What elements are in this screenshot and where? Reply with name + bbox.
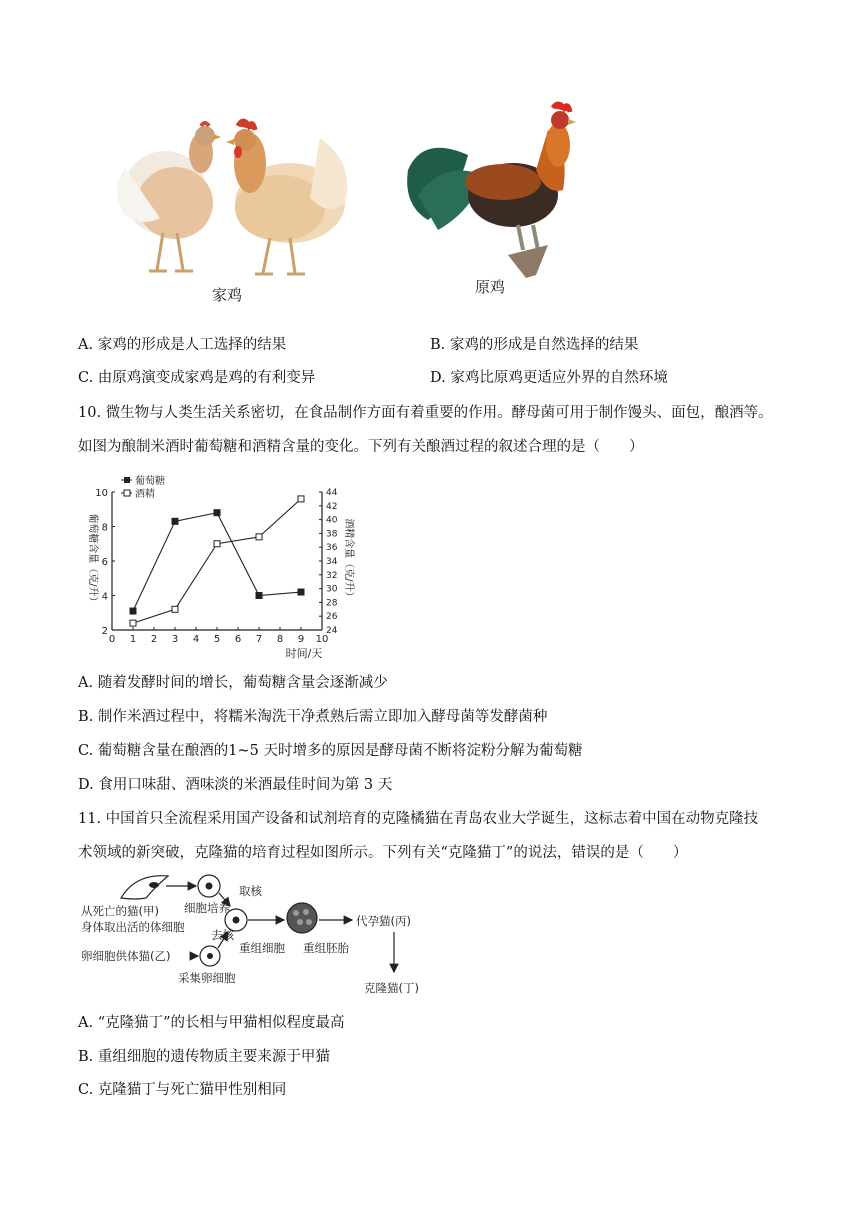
label-recombinant-embryo: 重组胚胎 — [303, 941, 349, 955]
option-text: 克隆猫丁与死亡猫甲性别相同 — [97, 1082, 287, 1098]
option-letter: A. — [78, 675, 94, 691]
cloning-diagram — [76, 868, 436, 1000]
y-right-tick-label: 34 — [326, 557, 338, 567]
label-egg-donor: 卵细胞供体猫(乙) — [81, 949, 171, 963]
data-point-1 — [130, 620, 136, 626]
x-tick-label: 1 — [129, 634, 137, 645]
label-cell-culture: 细胞培养 — [184, 901, 230, 915]
somatic-nucleus — [149, 882, 159, 888]
y-right-axis-label: 酒精含量（克/升） — [343, 518, 354, 602]
cloning-diagram-svg — [76, 868, 436, 1000]
y-left-tick-label: 6 — [101, 557, 108, 568]
option-text: “克隆猫丁”的长相与甲猫相似程度最高 — [97, 1015, 345, 1031]
y-right-tick-label: 28 — [326, 598, 338, 609]
label-surrogate-cat: 代孕猫(丙) — [356, 914, 411, 928]
label-donor-cat-line1: 从死亡的猫(甲) — [81, 904, 159, 918]
option-text: 葡萄糖含量在酿酒的1~5 天时增多的原因是酵母菌不断将淀粉分解为葡萄糖 — [97, 743, 583, 759]
q11-option-a[interactable] — [78, 1013, 345, 1033]
x-tick-label: 10 — [315, 634, 329, 645]
data-point-1 — [298, 496, 304, 502]
y-left-tick-label: 4 — [101, 591, 108, 603]
recombinant-cell-nucleus — [233, 917, 240, 924]
x-tick-label: 5 — [213, 634, 221, 645]
x-tick-label: 8 — [276, 634, 284, 645]
option-letter: B. — [430, 337, 446, 353]
x-tick-label: 9 — [297, 634, 305, 645]
embryo-icon — [287, 903, 317, 933]
y-right-tick-label: 42 — [326, 501, 338, 512]
legend-label-alcohol: 酒精 — [135, 489, 155, 500]
series-line-0 — [133, 513, 301, 611]
option-letter: B. — [78, 1049, 94, 1065]
data-point-0 — [214, 510, 220, 516]
x-tick-label: 6 — [234, 634, 242, 645]
cultured-cell-nucleus — [206, 883, 213, 890]
legend-marker-alcohol — [124, 490, 130, 496]
data-point-0 — [256, 593, 262, 599]
x-tick-label: 0 — [108, 634, 116, 645]
q9-option-d[interactable] — [430, 368, 668, 388]
option-letter: B. — [78, 709, 94, 725]
option-text: 制作米酒过程中，将糯米淘洗干净煮熟后需立即加入酵母菌等发酵菌种 — [97, 709, 548, 725]
data-point-1 — [172, 606, 178, 612]
egg-cell-nucleus — [207, 953, 213, 959]
wild-chicken-caption: 原鸡 — [475, 278, 506, 296]
data-point-1 — [214, 541, 220, 547]
q10-stem-line1: 10. 微生物与人类生活关系密切，在食品制作方面有着重要的作用。酵母菌可用于制作馒头、面包，酿酒等。 — [78, 405, 773, 421]
y-left-tick-label: 10 — [95, 488, 108, 499]
option-text: 食用口味甜、酒味淡的米酒最佳时间为第 3 天 — [98, 777, 393, 793]
fermentation-chart-svg — [76, 472, 354, 662]
q10-option-b[interactable] — [78, 707, 547, 727]
wild-chicken-figure — [398, 100, 583, 280]
q11-stem-line1: 11. 中国首只全流程采用国产设备和试剂培育的克隆橘猫在青岛农业大学诞生，这标志着中国在动物克隆技 — [78, 811, 759, 827]
label-collect-egg: 采集卵细胞 — [178, 971, 236, 985]
option-letter: C. — [78, 370, 94, 386]
data-point-0 — [298, 589, 304, 595]
label-recombinant-cell: 重组细胞 — [239, 941, 285, 955]
q9-option-a[interactable] — [78, 335, 286, 355]
label-cloned-cat: 克隆猫(丁) — [364, 981, 419, 995]
y-right-tick-label: 30 — [326, 584, 338, 595]
fermentation-chart — [76, 472, 354, 662]
chart-legend — [121, 474, 165, 500]
y-right-tick-label: 24 — [326, 626, 338, 636]
option-letter: D. — [430, 370, 446, 386]
option-text: 随着发酵时间的增长，葡萄糖含量会逐渐减少 — [97, 675, 388, 691]
q10-stem-line2: 如图为酿制米酒时葡萄糖和酒精含量的变化。下列有关酿酒过程的叙述合理的是（ ） — [78, 439, 644, 455]
y-left-axis-label: 葡萄糖含量（克/升） — [87, 513, 98, 607]
y-right-tick-label: 36 — [326, 543, 338, 554]
q9-option-c[interactable] — [78, 368, 315, 388]
y-left-tick-label: 8 — [101, 522, 108, 534]
legend-marker-glucose — [124, 477, 130, 483]
option-letter: A. — [78, 337, 94, 353]
option-text: 家鸡的形成是自然选择的结果 — [449, 337, 639, 353]
y-left-tick-label: 2 — [101, 626, 108, 637]
data-point-0 — [172, 518, 178, 524]
series-line-1 — [133, 499, 301, 623]
q10-option-a[interactable] — [78, 673, 388, 693]
domestic-chicken-caption: 家鸡 — [212, 286, 243, 304]
domestic-chicken-figure — [105, 108, 360, 308]
y-right-tick-label: 26 — [326, 612, 338, 623]
option-letter: C. — [78, 743, 94, 759]
y-right-tick-label: 38 — [326, 529, 338, 540]
option-text: 家鸡比原鸡更适应外界的自然环境 — [450, 370, 668, 386]
label-take-nucleus: 取核 — [239, 884, 262, 898]
y-right-tick-label: 40 — [326, 515, 338, 526]
wild-chicken-illustration — [398, 100, 583, 280]
option-letter: C. — [78, 1082, 94, 1098]
x-tick-label: 4 — [192, 634, 200, 645]
option-text: 重组细胞的遗传物质主要来源于甲猫 — [97, 1049, 330, 1065]
label-remove-nucleus: 去核 — [211, 928, 234, 942]
domestic-chicken-illustration — [105, 108, 360, 308]
option-letter: A. — [78, 1015, 94, 1031]
chart-series — [130, 496, 304, 626]
y-right-tick-label: 32 — [326, 570, 338, 581]
legend-label-glucose: 葡萄糖 — [135, 476, 165, 487]
q10-option-c[interactable] — [78, 741, 583, 761]
q11-stem-line2: 术领域的新突破，克隆猫的培育过程如图所示。下列有关“克隆猫丁”的说法，错误的是（ ） — [78, 845, 688, 861]
option-text: 由原鸡演变成家鸡是鸡的有利变异 — [97, 370, 316, 386]
data-point-1 — [256, 534, 262, 540]
data-point-0 — [130, 608, 136, 614]
x-tick-label: 2 — [150, 634, 158, 645]
somatic-cell-shape — [121, 876, 168, 899]
option-text: 家鸡的形成是人工选择的结果 — [97, 337, 287, 353]
option-letter: D. — [78, 777, 94, 793]
x-tick-label: 3 — [171, 634, 179, 645]
y-right-tick-label: 44 — [326, 488, 338, 498]
q11-option-c[interactable] — [78, 1080, 286, 1100]
x-axis-label: 时间/天 — [285, 647, 323, 660]
label-donor-cat-line2: 身体取出活的体细胞 — [81, 920, 185, 934]
q10-option-d[interactable] — [78, 775, 392, 795]
q9-option-b[interactable] — [430, 335, 638, 355]
q11-option-b[interactable] — [78, 1047, 330, 1067]
x-tick-label: 7 — [255, 634, 263, 645]
